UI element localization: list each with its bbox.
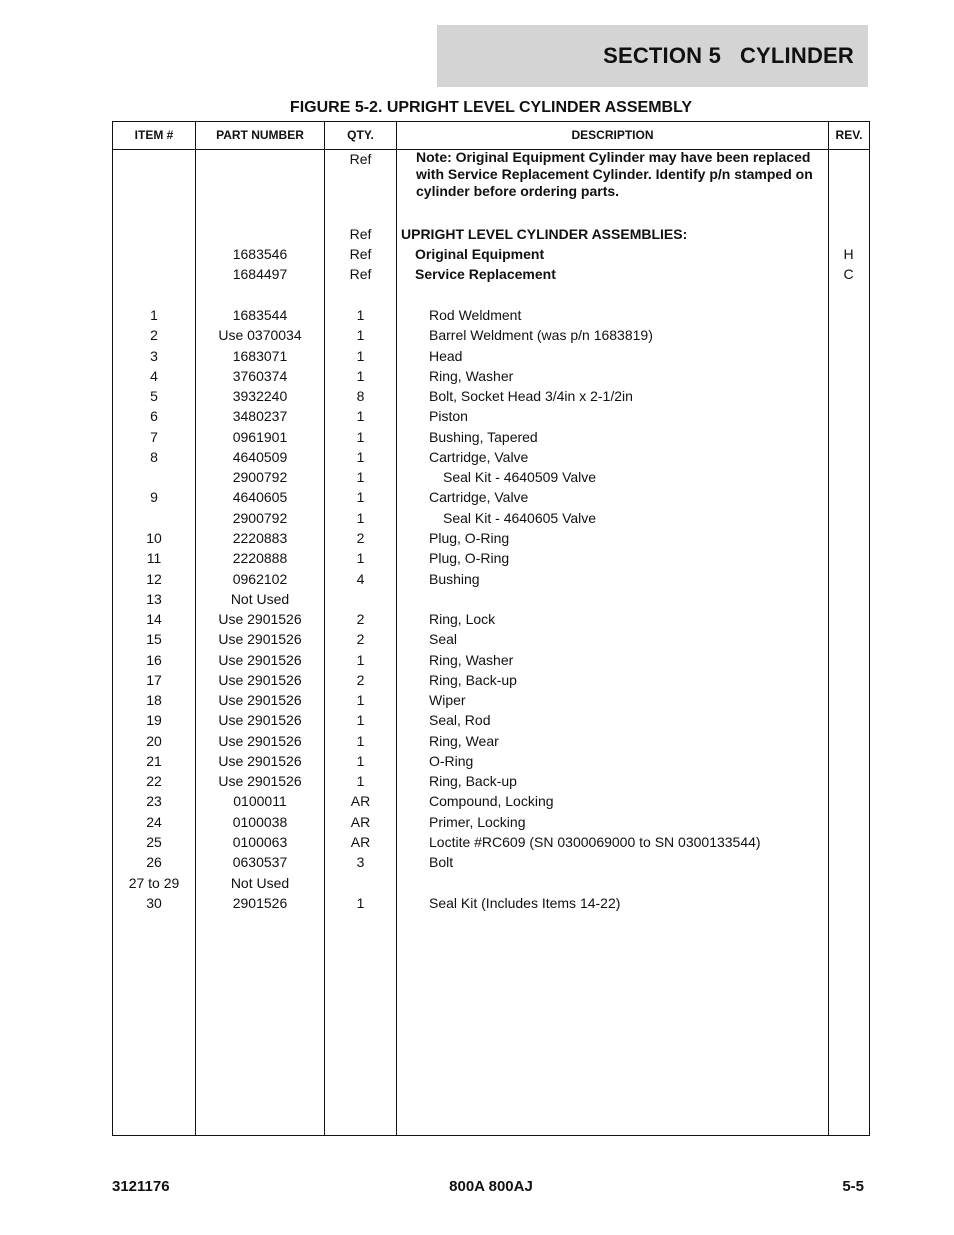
table-row (113, 650, 869, 670)
qty-cell: 1 (356, 307, 365, 323)
part-number-cell: 3932240 (232, 388, 288, 405)
part-number-cell: Use 2901526 (218, 732, 302, 749)
table-row (113, 386, 869, 406)
table-row (113, 629, 869, 649)
rev-cell: C (843, 266, 854, 282)
description-cell: UPRIGHT LEVEL CYLINDER ASSEMBLIES: (401, 226, 688, 242)
table-row (113, 751, 869, 771)
qty-cell: 2 (356, 631, 365, 648)
qty-cell: 1 (356, 448, 365, 465)
header-item: ITEM # (134, 128, 174, 142)
header-rev: REV. (835, 128, 863, 142)
qty-cell: 4 (356, 570, 365, 587)
table-row (113, 710, 869, 730)
part-number-cell: 2901526 (232, 894, 288, 911)
item-number-cell: 8 (150, 448, 158, 465)
item-number-cell: 12 (146, 570, 162, 587)
part-number-cell: 2900792 (232, 509, 288, 526)
description-cell: Bushing (429, 570, 480, 587)
part-number-cell: 1684497 (232, 266, 288, 282)
part-number-cell: Use 2901526 (218, 752, 302, 769)
item-number-cell: 17 (146, 671, 162, 688)
description-cell: Ring, Lock (429, 611, 496, 628)
item-number-cell: 21 (146, 752, 162, 769)
table-row (113, 487, 869, 507)
description-cell: Barrel Weldment (was p/n 1683819) (429, 327, 653, 344)
part-number-cell: Use 2901526 (218, 611, 302, 628)
item-number-cell: 15 (146, 631, 162, 648)
part-number-cell: Use 2901526 (218, 692, 302, 709)
table-row (113, 832, 869, 852)
description-cell: Seal Kit (Includes Items 14-22) (429, 894, 621, 911)
qty-cell: 1 (356, 428, 365, 445)
part-number-cell: 1683546 (232, 246, 288, 262)
description-cell: Bolt (429, 854, 454, 871)
item-number-cell: 9 (150, 489, 158, 506)
header-part-number: PART NUMBER (216, 128, 304, 142)
item-number-cell: 1 (150, 307, 158, 323)
qty-cell: 1 (356, 509, 365, 526)
item-number-cell: 14 (146, 611, 162, 628)
item-number-cell: 6 (150, 408, 158, 425)
description-cell: Loctite #RC609 (SN 0300069000 to SN 0300133544) (429, 834, 761, 851)
description-cell: O-Ring (429, 752, 474, 769)
part-number-cell: 4640605 (232, 489, 288, 506)
description-cell: Cartridge, Valve (429, 489, 529, 506)
description-cell: Primer, Locking (429, 813, 526, 830)
table-row (113, 771, 869, 791)
description-cell: Cartridge, Valve (429, 448, 529, 465)
section-header (437, 25, 868, 87)
qty-cell: 2 (356, 611, 365, 628)
part-number-cell: 0100011 (233, 793, 287, 810)
qty-cell: 1 (356, 367, 365, 384)
description-cell: Wiper (429, 692, 466, 709)
part-number-cell: 2220883 (232, 529, 288, 546)
part-number-cell: Use 0370034 (218, 327, 302, 344)
table-row (113, 609, 869, 629)
item-number-cell: 2 (150, 327, 158, 344)
description-cell: Rod Weldment (429, 307, 522, 323)
table-row (113, 447, 869, 467)
description-cell: Compound, Locking (429, 793, 554, 810)
description-cell: Ring, Back-up (429, 773, 517, 790)
qty-cell: 1 (356, 489, 365, 506)
part-number-cell: 3760374 (232, 367, 288, 384)
item-number-cell: 13 (146, 590, 162, 607)
part-number-cell: Use 2901526 (218, 773, 302, 790)
table-row (113, 467, 869, 487)
footer-model: 800A 800AJ (449, 1178, 533, 1195)
part-number-cell: 0962102 (232, 570, 288, 587)
item-number-cell: 20 (146, 732, 162, 749)
qty-cell: 1 (356, 327, 365, 344)
header-qty: QTY. (347, 128, 374, 142)
table-row (113, 670, 869, 690)
qty-cell: AR (350, 813, 371, 830)
description-cell: Original Equipment (415, 246, 545, 262)
qty-cell: 2 (356, 671, 365, 688)
table-row (113, 244, 869, 264)
description-cell: Seal Kit - 4640509 Valve (443, 469, 597, 486)
part-number-cell: 0961901 (232, 428, 288, 445)
item-number-cell: 27 to 29 (128, 874, 180, 891)
table-row (113, 690, 869, 710)
part-number-cell: Use 2901526 (218, 651, 302, 668)
part-number-cell: 3480237 (232, 408, 288, 425)
part-number-cell: 0100063 (232, 834, 288, 851)
description-cell: Head (429, 347, 463, 364)
description-cell: Plug, O-Ring (429, 550, 510, 567)
qty-cell: 1 (356, 752, 365, 769)
table-row (113, 589, 869, 609)
part-number-cell: 1683544 (232, 307, 288, 323)
table-row (113, 852, 869, 872)
part-number-cell: 2220888 (232, 550, 288, 567)
qty-cell: 1 (356, 692, 365, 709)
section-title: SECTION 5 CYLINDER (603, 43, 854, 68)
item-number-cell: 18 (146, 692, 162, 709)
item-number-cell: 3 (150, 347, 158, 364)
part-number-cell: 1683071 (232, 347, 288, 364)
description-cell: Plug, O-Ring (429, 529, 510, 546)
table-row (113, 893, 869, 913)
part-number-cell: Not Used (230, 874, 290, 891)
qty-cell: AR (350, 793, 371, 810)
part-number-cell: 4640509 (232, 448, 288, 465)
qty-cell: 1 (356, 712, 365, 729)
qty-cell: 1 (356, 550, 365, 567)
table-row (113, 325, 869, 345)
header-description: DESCRIPTION (571, 128, 654, 142)
rev-cell: H (843, 246, 854, 262)
description-cell: Service Replacement (415, 266, 556, 282)
item-number-cell: 10 (146, 529, 162, 546)
item-number-cell: 26 (146, 854, 162, 871)
part-number-cell: Not Used (230, 590, 290, 607)
table-row (113, 731, 869, 751)
table-row (113, 366, 869, 386)
table-row (113, 224, 869, 244)
item-number-cell: 19 (146, 712, 162, 729)
part-number-cell: Use 2901526 (218, 712, 302, 729)
qty-cell: 2 (356, 529, 365, 546)
item-number-cell: 22 (146, 773, 162, 790)
item-number-cell: 23 (146, 793, 162, 810)
description-cell: Seal, Rod (429, 712, 491, 729)
table-row (113, 873, 869, 893)
qty-cell: 1 (356, 347, 365, 364)
item-number-cell: 16 (146, 651, 162, 668)
qty-cell: 1 (356, 732, 365, 749)
table-row (113, 346, 869, 366)
footer-page-number: 5-5 (842, 1178, 864, 1195)
qty-cell: 1 (356, 408, 365, 425)
item-number-cell: 24 (146, 813, 162, 830)
description-cell: Bolt, Socket Head 3/4in x 2-1/2in (429, 388, 633, 405)
qty-cell: Ref (349, 226, 372, 242)
qty-cell: 1 (356, 773, 365, 790)
part-number-cell: 2900792 (232, 469, 288, 486)
note-text: Note: Original Equipment Cylinder may have been replaced with Service Replacement Cylinder. Identify p/n stamped on cylinder before ordering parts. (416, 149, 813, 199)
item-number-cell: 25 (146, 834, 162, 851)
qty-cell: 8 (356, 388, 365, 405)
table-row (113, 508, 869, 528)
description-cell: Piston (429, 408, 468, 425)
part-number-cell: Use 2901526 (218, 631, 302, 648)
table-row (113, 548, 869, 568)
table-row (113, 406, 869, 426)
description-cell: Ring, Washer (429, 651, 514, 668)
parts-table (112, 121, 870, 1136)
part-number-cell: 0100038 (232, 813, 288, 830)
figure-title: FIGURE 5-2. UPRIGHT LEVEL CYLINDER ASSEMBLY (289, 99, 693, 116)
item-number-cell: 30 (146, 894, 162, 911)
description-cell: Ring, Washer (429, 367, 514, 384)
table-row (113, 528, 869, 548)
description-cell: Seal (429, 631, 458, 648)
item-number-cell: 5 (150, 388, 158, 405)
part-number-cell: Use 2901526 (218, 671, 302, 688)
table-row (113, 305, 869, 325)
qty-cell: 1 (356, 651, 365, 668)
item-number-cell: 7 (150, 428, 158, 445)
table-row (113, 427, 869, 447)
table-row (113, 569, 869, 589)
table-row (113, 264, 869, 284)
qty-cell: Ref (349, 266, 372, 282)
description-cell: Bushing, Tapered (429, 428, 538, 445)
qty-cell: Ref (349, 246, 372, 262)
qty-cell: 3 (356, 854, 365, 871)
table-row (113, 791, 869, 811)
part-number-cell: 0630537 (232, 854, 288, 871)
item-number-cell: 4 (150, 367, 158, 384)
item-number-cell: 11 (146, 550, 162, 567)
footer-doc-number: 3121176 (112, 1178, 170, 1195)
qty-cell: 1 (356, 469, 365, 486)
description-cell: Ring, Back-up (429, 671, 517, 688)
note-qty: Ref (349, 151, 372, 167)
qty-cell: AR (350, 834, 371, 851)
description-cell: Ring, Wear (429, 732, 499, 749)
description-cell: Seal Kit - 4640605 Valve (443, 509, 597, 526)
table-row (113, 812, 869, 832)
qty-cell: 1 (356, 894, 365, 911)
